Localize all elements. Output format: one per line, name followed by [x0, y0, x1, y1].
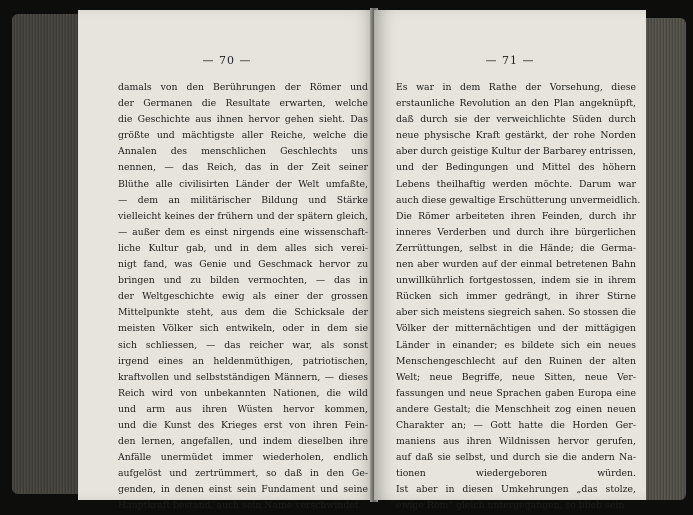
text-line: Reich wird von unbekannten Nationen, die wild [118, 387, 368, 399]
right-page [374, 10, 646, 512]
text-line: Hauptkraft bestand, auch sein Name verschwindet. [118, 500, 362, 512]
open-book [12, 6, 686, 512]
text-line: Zerrüttungen, selbst in die Hände; die Germa- [396, 242, 636, 254]
text-line: Menschengeschlecht auf den Ruinen der alten [396, 355, 636, 367]
text-line: — dem an militärischer Bildung und Stärke [118, 194, 368, 206]
text-line: maniens aus ihren Wildnissen hervor gerufen, [396, 436, 636, 448]
text-line: und die Kunst des Krieges erst von ihren Fein- [118, 419, 368, 431]
text-line: aber durch geistige Kultur der Barbarey entrissen, [396, 146, 637, 158]
text-line: der Weltgeschichte ewig als einer der grossen [118, 291, 368, 303]
text-line: sich schliessen, — das reicher war, als sonst [118, 339, 368, 351]
text-line: nen aber wurden auf der einmal betretenen Bahn [396, 259, 636, 271]
text-line: Länder in einander; es bildete sich ein neues [396, 339, 636, 351]
text-line: den lernen, angefallen, und indem dieselben ihre [118, 436, 368, 448]
text-line: inneres Verderben und durch ihre bürgerlichen [396, 226, 636, 238]
text-line: Mittelpunkte steht, aus dem die Schicksale der [118, 307, 368, 319]
left-page-number: — 70 — [202, 54, 252, 67]
text-line: bringen und zu bilden vermochten, — das in [118, 275, 368, 287]
text-line: liche Kultur gab, und in dem alles sich verei- [118, 242, 368, 254]
text-line: Lebens theilhaftig werden möchte. Darum war [396, 178, 636, 190]
text-line: größte und mächtigste aller Reiche, welche die [118, 130, 368, 142]
right-page-text [396, 80, 641, 515]
text-line: Charakter an; — Gott hatte die Horden Ger- [396, 419, 636, 431]
text-line: Es war in dem Rathe der Vorsehung, diese [396, 82, 636, 93]
text-line: nigt fand, was Genie und Geschmack hervor zu [118, 259, 368, 271]
text-line: Ist aber in diesen Umkehrungen „das stolze, [396, 484, 636, 496]
text-line: unwillkührlich fortgestossen, indem sie in ihrem [396, 275, 636, 287]
text-line: auf daß sie selbst, und durch sie die andern Na- [396, 452, 636, 464]
text-line: ewige Rom“ gleich untergegangen, so blieb sein [396, 500, 625, 512]
text-line: aufgelöst und zertrümmert, so daß in den Ge- [118, 468, 368, 480]
text-line: auch diese gewaltige Erschütterung unvermeidlich. [396, 194, 641, 206]
text-line: vielleicht keines der frühern und der spätern gleich, [118, 210, 368, 222]
right-page-number: — 71 — [485, 54, 535, 67]
left-page-edges [12, 14, 82, 494]
text-line: und der Bedingungen und Mittel des höhern [396, 162, 636, 174]
text-line: der Germanen die Resultate erwarten, welche [118, 98, 368, 110]
text-line: aber sich meistens siegreich sahen. So stossen die [396, 307, 636, 319]
text-line: daß durch sie der verweichlichte Süden durch [396, 114, 636, 126]
text-line: und arm aus ihren Wüsten hervor kommen, [118, 403, 368, 415]
text-line: erstaunliche Revolution an den Plan angeknüpft, [396, 98, 636, 110]
text-line: Welt; neue Begriffe, neue Sitten, neue Ver- [396, 371, 636, 383]
text-line: Völker der mitternächtigen und der mittägigen [396, 323, 636, 335]
text-line: genden, in denen einst sein Fundament und seine [118, 484, 368, 496]
text-line: damals von den Berührungen der Römer und [118, 82, 368, 93]
text-line: nennen, — das Reich, das in der Zeit seiner [118, 162, 368, 174]
text-line: die Geschichte aus ihnen hervor gehen sieht. Das [118, 114, 368, 126]
text-line: tionen wiedergeboren würden. [396, 468, 636, 480]
text-line: meisten Völker sich entwikeln, oder in dem sie [118, 323, 368, 335]
text-line: Blüthe alle civilisirten Länder der Welt umfaßte, [118, 178, 368, 190]
text-line: fassungen und neue Sprachen gaben Europa eine [396, 387, 636, 399]
left-page [78, 10, 376, 512]
text-line: neue physische Kraft gestärkt, der rohe Norden [396, 130, 636, 142]
text-line: irgend eines an heldenmüthigen, patriotischen, [118, 355, 368, 367]
left-page-text [118, 80, 368, 515]
text-line: Die Römer arbeiteten ihren Feinden, durch ihr [396, 210, 636, 222]
text-line: kraftvollen und selbstständigen Männern, — dieses [118, 371, 368, 383]
text-line: Annalen des menschlichen Geschlechts uns [118, 146, 368, 158]
text-line: Anfälle unermüdet immer wiederholen, endlich [118, 452, 368, 464]
text-line: andere Gestalt; die Menschheit zog einen neuen [396, 403, 636, 415]
text-line: — außer dem es einst nirgends eine wissenschaft- [118, 226, 368, 238]
text-line: Rücken sich immer gedrängt, in ihrer Stirne [396, 291, 636, 303]
